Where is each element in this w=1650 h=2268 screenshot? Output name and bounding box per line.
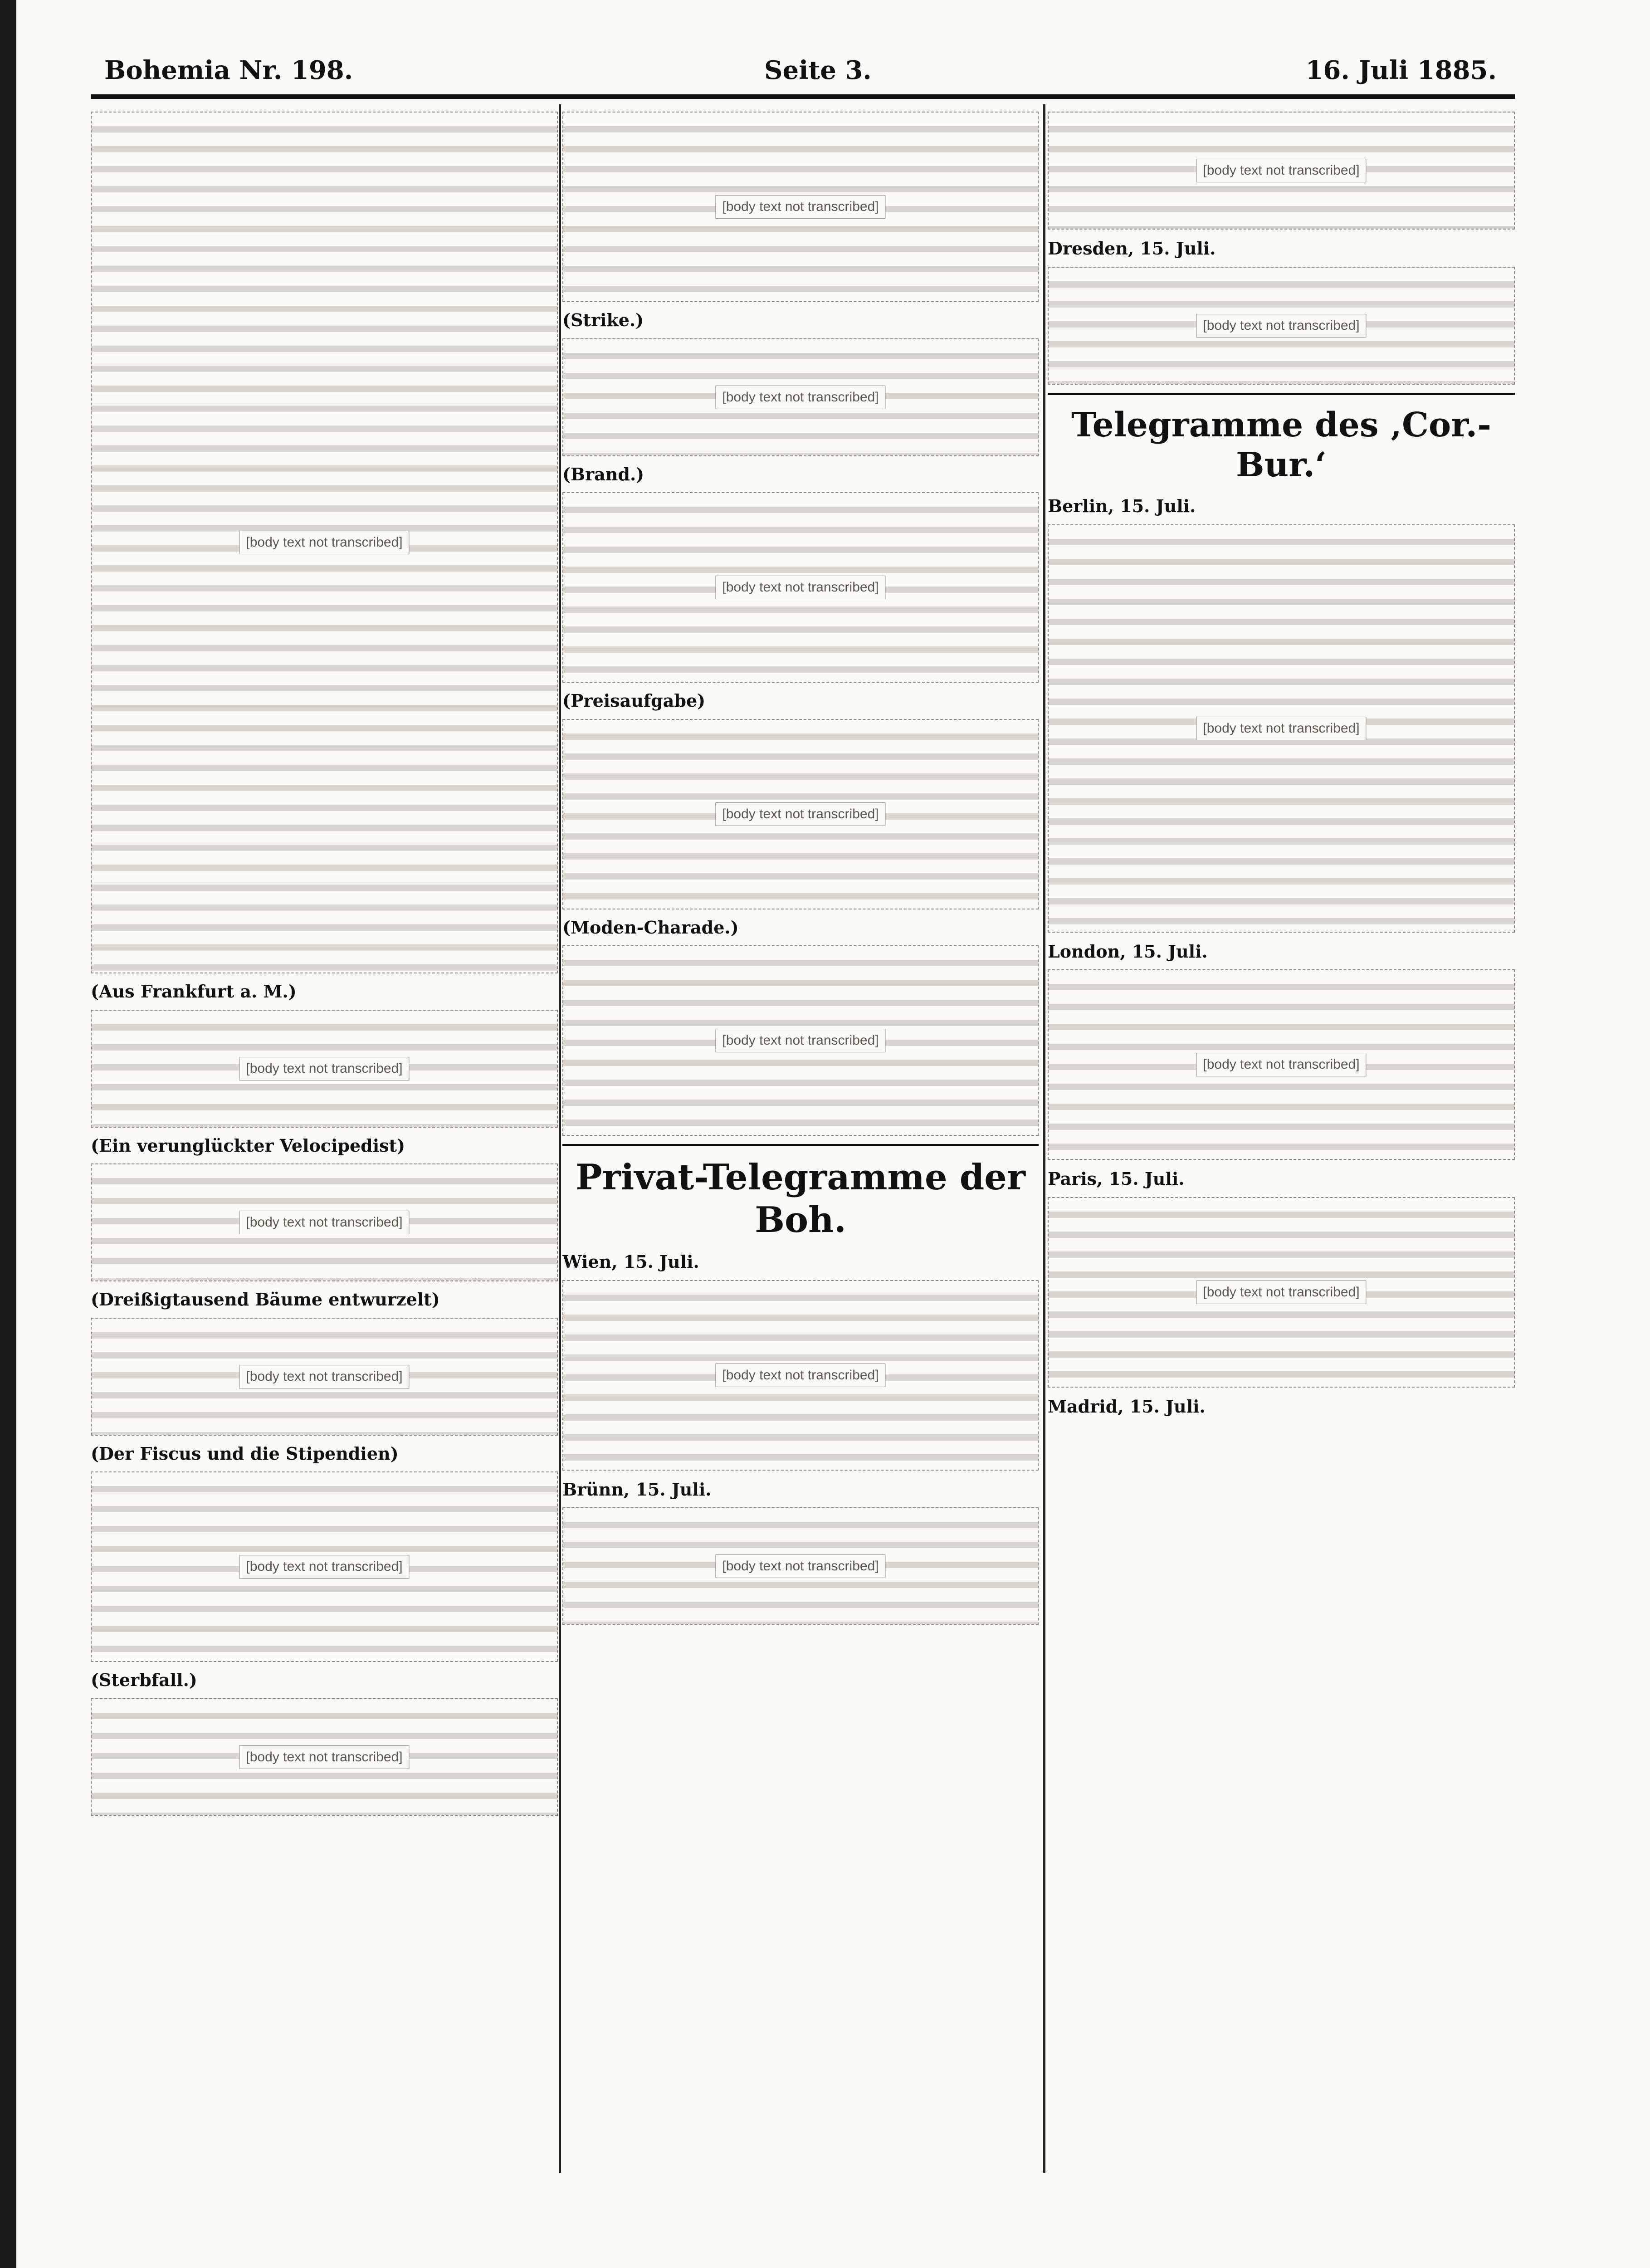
item-headline: (Moden-Charade.) [562, 917, 739, 938]
section-rule [562, 1144, 1039, 1146]
article-text-placeholder: [body text not transcribed] [562, 112, 1039, 302]
article-text-placeholder: [body text not transcribed] [562, 945, 1039, 1136]
scan-border [0, 0, 16, 2268]
column-divider [1043, 104, 1045, 2173]
article-text-placeholder: [body text not transcribed] [91, 1471, 558, 1662]
page-number: Seite 3. [764, 55, 872, 85]
wire-dateline: Madrid, 15. Juli. [1048, 1396, 1206, 1417]
middle-column [562, 104, 1039, 2173]
item-headline: (Sterbfall.) [91, 1670, 197, 1690]
issue-date: 16. Juli 1885. [1305, 55, 1497, 85]
article-text-placeholder: [body text not transcribed] [1048, 969, 1515, 1160]
publication-name: Bohemia Nr. 198. [104, 55, 353, 85]
wire-dateline: Berlin, 15. Juli. [1048, 496, 1196, 517]
article-text-placeholder: [body text not transcribed] [562, 492, 1039, 683]
section-rule [1048, 393, 1515, 395]
left-column [91, 104, 558, 2173]
article-text-placeholder: [body text not transcribed] [1048, 1197, 1515, 1388]
article-text-placeholder: [body text not transcribed] [91, 1698, 558, 1816]
wire-dateline: Brünn, 15. Juli. [562, 1479, 712, 1500]
item-headline: (Dreißigtausend Bäume entwurzelt) [91, 1289, 440, 1310]
section-title: Privat-Telegramme der Boh. [576, 1157, 1025, 1241]
article-text-placeholder: [body text not transcribed] [1048, 112, 1515, 230]
article-text-placeholder: [body text not transcribed] [1048, 267, 1515, 385]
item-headline: (Preisaufgabe) [562, 690, 706, 711]
right-column [1048, 104, 1515, 2173]
item-headline: (Aus Frankfurt a. M.) [91, 981, 297, 1002]
article-text-placeholder: [body text not transcribed] [1048, 524, 1515, 933]
article-text-placeholder: [body text not transcribed] [91, 112, 558, 973]
article-text-placeholder: [body text not transcribed] [91, 1163, 558, 1281]
article-text-placeholder: [body text not transcribed] [562, 1507, 1039, 1625]
wire-dateline: Dresden, 15. Juli. [1048, 238, 1216, 259]
article-text-placeholder: [body text not transcribed] [562, 719, 1039, 909]
wire-dateline: London, 15. Juli. [1048, 941, 1208, 962]
item-headline: (Brand.) [562, 464, 644, 484]
wire-dateline: Paris, 15. Juli. [1048, 1168, 1185, 1189]
item-headline: (Ein verunglückter Velocipedist) [91, 1135, 405, 1156]
article-text-placeholder: [body text not transcribed] [91, 1318, 558, 1436]
header-rule [91, 94, 1515, 99]
column-divider [559, 104, 561, 2173]
item-headline: (Der Fiscus und die Stipendien) [91, 1443, 399, 1464]
article-text-placeholder: [body text not transcribed] [91, 1010, 558, 1128]
wire-dateline: Wien, 15. Juli. [562, 1251, 699, 1272]
section-title: Telegramme des ‚Cor.-Bur.‘ [1071, 405, 1491, 485]
item-headline: (Strike.) [562, 310, 644, 330]
article-text-placeholder: [body text not transcribed] [562, 338, 1039, 456]
article-text-placeholder: [body text not transcribed] [562, 1280, 1039, 1471]
